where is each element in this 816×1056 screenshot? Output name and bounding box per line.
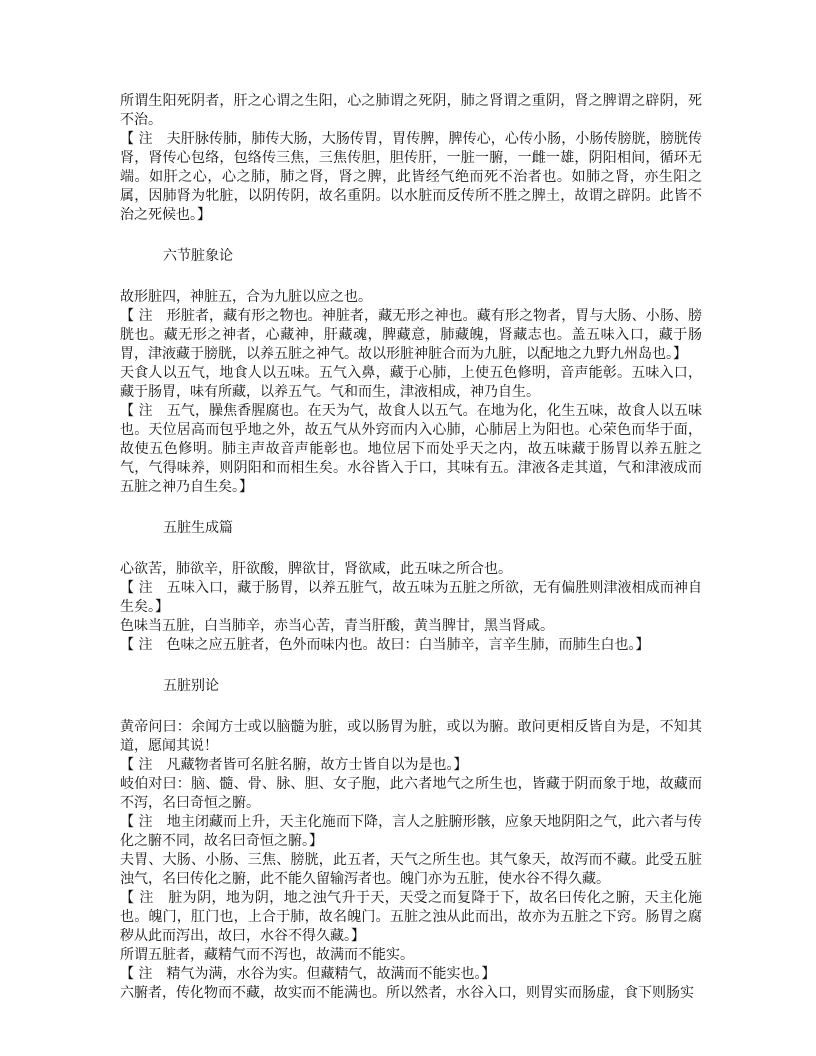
- section-wuzang-shengcheng: [120, 519, 702, 655]
- body-paragraph: 黄帝问曰：余闻方士或以脑髓为脏，或以肠胃为脏，或以为腑。敢问更相反皆自为是，不知其道，愿闻其说！: [120, 719, 702, 754]
- body-paragraph: 天食人以五气，地食人以五味。五气入鼻，藏于心肺，上使五色修明，音声能彰。五味入口，藏于肠胃，味有所藏，以养五气。气和而生，津液相成，神乃自生。: [120, 365, 702, 400]
- annotation-paragraph: 【 注 五气，臊焦香腥腐也。在天为气，故食人以五气。在地为化，化生五味，故食人以五味也。天位居高而包乎地之外，故五气从外窍而内入心肺，心肺居上为阳也。心荣色而华于面，故使五色修明。肺主声故音声能彰也。地位居下而处乎天之内，故五味藏于肠胃以养五脏之气，气得味养，则阴阳和而相生矣。水谷皆入于口，其味有五。津液各走其道，气和津液成而五脏之神乃自生矣。】: [120, 403, 702, 495]
- section-shengyang-siyin: [120, 92, 702, 225]
- body-paragraph: 岐伯对曰：脑、髓、骨、脉、胆、女子胞，此六者地气之所生也，皆藏于阴而象于地，故藏而不泻，名曰奇恒之腑。: [120, 776, 702, 811]
- annotation-paragraph: 【 注 脏为阴，地为阴，地之浊气升于天，天受之而复降于下，故名曰传化之腑，天主化施也。魄门，肛门也，上合于肺，故名魄门。五脏之浊从此而出，故亦为五脏之下窍。肠胃之腐秽从此而泻出，故曰，水谷不得久藏。】: [120, 890, 702, 944]
- annotation-paragraph: 【 注 形脏者，藏有形之物也。神脏者，藏无形之神也。藏有形之物者，胃与大肠、小肠、膀胱也。藏无形之神者，心藏神，肝藏魂，脾藏意，肺藏魄，肾藏志也。盖五味入口，藏于肠胃，津液藏于膀胱，以养五脏之神气。故以形脏神脏合而为九脏，以配地之九野九州岛也。】: [120, 308, 702, 362]
- section-heading: 五脏别论: [163, 678, 219, 694]
- body-paragraph: 六腑者，传化物而不藏，故实而不能满也。所以然者，水谷入口，则胃实而肠虚，食下则肠实: [120, 985, 694, 1001]
- section-heading: 六节脏象论: [163, 248, 233, 264]
- section-wuzang-bielun: [120, 677, 702, 1003]
- body-paragraph: 夫胃、大肠、小肠、三焦、膀胱，此五者，天气之所生也。其气象天，故泻而不藏。此受五脏浊气，名曰传化之腑，此不能久留输泻者也。魄门亦为五脏，使水谷不得久藏。: [120, 852, 702, 887]
- annotation-paragraph: 【 注 凡藏物者皆可名脏名腑，故方士皆自以为是也。】: [120, 757, 468, 773]
- body-paragraph: 故形脏四，神脏五，合为九脏以应之也。: [120, 289, 372, 305]
- annotation-paragraph: 【 注 地主闭藏而上升，天主化施而下降，言人之脏腑形骸，应象天地阴阳之气，此六者与传化之腑不同，故名曰奇恒之腑。】: [120, 814, 702, 849]
- section-liujie-zangxiang: [120, 247, 702, 497]
- annotation-paragraph: 【 注 精气为满，水谷为实。但藏精气，故满而不能实也。】: [120, 966, 496, 982]
- annotation-paragraph: 【 注 五味入口，藏于肠胃，以养五脏气，故五味为五脏之所欲，无有偏胜则津液相成而神自生矣。】: [120, 580, 702, 615]
- body-paragraph: 所谓五脏者，藏精气而不泻也，故满而不能实。: [120, 947, 414, 963]
- annotation-paragraph: 【 注 色味之应五脏者，色外而味内也。故曰：白当肺辛，言辛生肺，而肺生白也。】: [120, 637, 650, 653]
- body-paragraph: 色味当五脏，白当肺辛，赤当心苦，青当肝酸，黄当脾甘，黑当肾咸。: [120, 618, 554, 634]
- section-heading: 五脏生成篇: [163, 520, 233, 536]
- body-paragraph: 心欲苦，肺欲辛，肝欲酸，脾欲甘，肾欲咸，此五味之所合也。: [120, 561, 512, 577]
- annotation-paragraph: 【 注 夫肝脉传肺，肺传大肠，大肠传胃，胃传脾，脾传心，心传小肠，小肠传膀胱，膀胱传肾，肾传心包络，包络传三焦，三焦传胆，胆传肝，一脏一腑，一雌一雄，阴阳相间，循环无端。如肝之心，心之肺，肺之肾，肾之脾，此皆经气绝而死不治者也。如肺之肾，亦生阳之属，因肺肾为牝脏，以阴传阴，故名重阴。以水脏而反传所不胜之脾土，故谓之辟阴。此皆不治之死候也。】: [120, 131, 702, 223]
- document-page: [120, 92, 702, 1003]
- body-paragraph: 所谓生阳死阴者，肝之心谓之生阳，心之肺谓之死阴，肺之肾谓之重阴，肾之脾谓之辟阴，死不治。: [120, 93, 702, 128]
